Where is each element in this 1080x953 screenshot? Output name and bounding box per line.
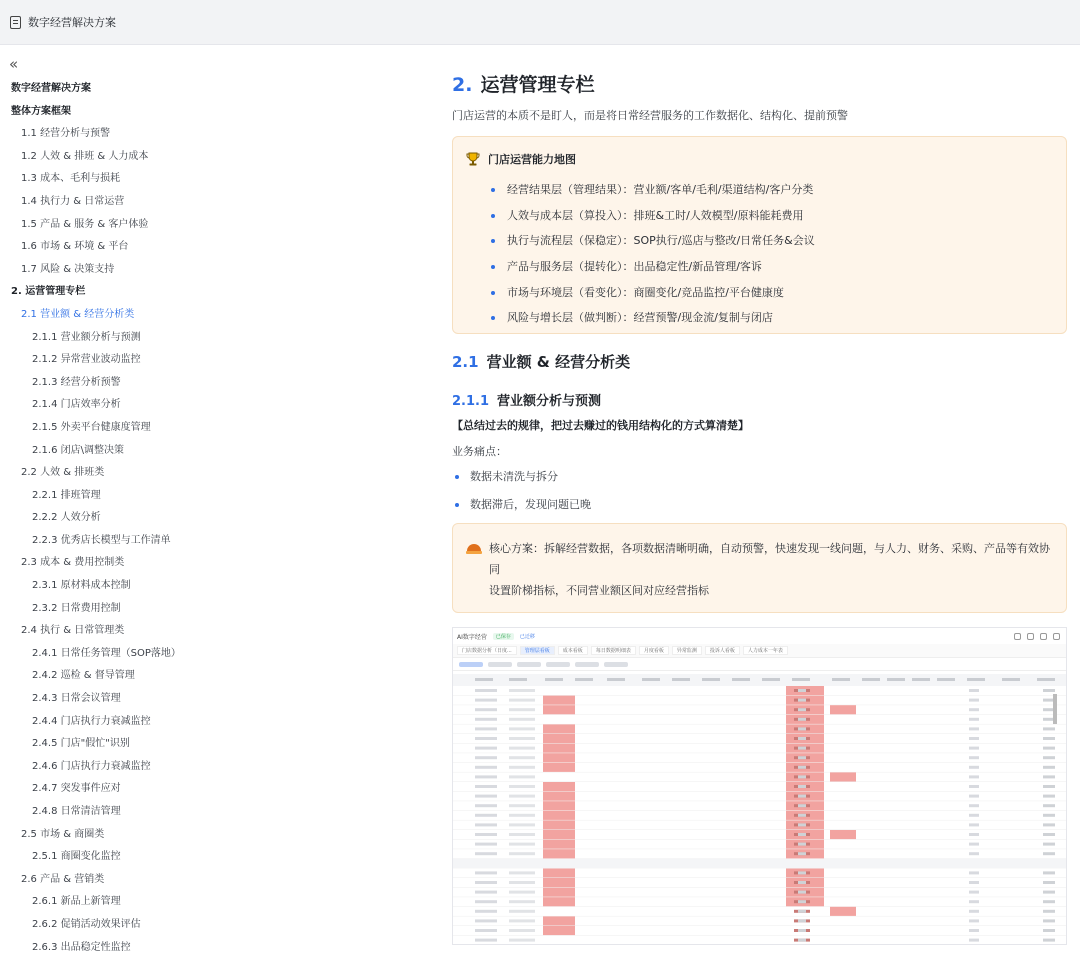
top-bar — [0, 0, 1080, 45]
table-scrollbar — [1053, 694, 1057, 724]
table-highlight-cell — [543, 753, 575, 762]
table-cell-blur — [475, 756, 497, 759]
toc-item[interactable]: 2.2.3 优秀店长模型与工作清单 — [32, 534, 171, 546]
table-cell-blur — [798, 871, 806, 874]
table-cell-blur — [475, 775, 497, 778]
table-cell-blur — [969, 718, 979, 721]
table-cell-blur — [509, 852, 535, 855]
table-cell-blur — [969, 795, 979, 798]
table-cell-blur — [798, 785, 806, 788]
table-highlight-cell — [543, 782, 575, 791]
table-cell-blur — [1043, 891, 1055, 894]
subsection-number: 2.1.1 — [452, 394, 490, 409]
table-cell-blur — [509, 910, 535, 913]
table-cell-blur — [1043, 766, 1055, 769]
table-cell-blur — [509, 804, 535, 807]
toc-item[interactable]: 1.6 市场 & 环境 & 平台 — [21, 241, 129, 253]
table-cell-blur — [1043, 852, 1055, 855]
table-cell-blur — [969, 737, 979, 740]
table-cell-blur — [798, 843, 806, 846]
screenshot-tab: 成本看板 — [558, 646, 588, 655]
table-cell-blur — [969, 756, 979, 759]
table-cell-blur — [1043, 756, 1055, 759]
table-cell-blur — [475, 919, 497, 922]
table-row-line — [453, 753, 1066, 754]
table-cell-blur — [475, 929, 497, 932]
table-cell-blur — [798, 891, 806, 894]
toc-item[interactable]: 2.4.6 门店执行力衰减监控 — [32, 760, 151, 772]
table-cell-blur — [509, 843, 535, 846]
table-cell-blur — [969, 852, 979, 855]
capability-item: 产品与服务层（提转化）：出品稳定性/新品管理/客诉 — [491, 254, 815, 280]
table-cell-blur — [475, 814, 497, 817]
toc-item[interactable]: 2.4.3 日常会议管理 — [32, 693, 121, 705]
table-row-line — [453, 858, 1066, 859]
toc-item[interactable]: 2.5.1 商圈变化监控 — [32, 851, 121, 863]
table-cell-blur — [798, 699, 806, 702]
table-cell-blur — [475, 843, 497, 846]
table-header-cell — [607, 678, 625, 681]
table-highlight-cell — [543, 916, 575, 925]
table-cell-blur — [969, 775, 979, 778]
table-cell-blur — [969, 727, 979, 730]
capability-item: 经营结果层（管理结果）：营业额/客单/毛利/渠道结构/客户分类 — [491, 177, 815, 203]
table-cell-blur — [969, 919, 979, 922]
table-header-cell — [887, 678, 905, 681]
table-row-line — [453, 820, 1066, 821]
core-solution-text: 核心方案：拆解经营数据，各项数据清晰明确，自动预警，快速发现一线问题，与人力、财务、采购、产品等有效协同 — [489, 542, 1050, 576]
toc-item[interactable]: 数字经营解决方案 — [11, 83, 91, 94]
table-cell-blur — [509, 689, 535, 692]
table-cell-blur — [1043, 814, 1055, 817]
table-cell-blur — [798, 708, 806, 711]
table-row-line — [453, 906, 1066, 907]
table-cell-blur — [1043, 775, 1055, 778]
table-cell-blur — [509, 785, 535, 788]
toc-item[interactable]: 2.1.1 营业额分析与预测 — [32, 331, 141, 343]
table-cell-blur — [1043, 823, 1055, 826]
table-cell-blur — [969, 929, 979, 932]
table-cell-blur — [1043, 804, 1055, 807]
table-header-cell — [702, 678, 720, 681]
toc-item[interactable]: 2.1.6 闭店\调整决策 — [32, 444, 124, 456]
toc-item[interactable]: 2.2 人效 & 排班类 — [21, 467, 105, 479]
toc-item[interactable]: 2.6.1 新品上新管理 — [32, 896, 121, 908]
table-cell-blur — [509, 814, 535, 817]
table-header-cell — [545, 678, 563, 681]
toc-item[interactable]: 2.1 营业额 & 经营分析类 — [21, 308, 135, 320]
table-cell-blur — [1043, 871, 1055, 874]
table-row-line — [453, 887, 1066, 888]
toc-item[interactable]: 2.2.2 人效分析 — [32, 512, 101, 524]
table-row-line — [453, 935, 1066, 936]
table-header-cell — [732, 678, 750, 681]
table-cell-blur — [969, 708, 979, 711]
table-cell-blur — [509, 756, 535, 759]
screenshot-tab: 月度看板 — [639, 646, 669, 655]
screenshot-tag2: 已迁移 — [519, 633, 535, 640]
table-row-line — [453, 714, 1066, 715]
table-cell-blur — [1043, 919, 1055, 922]
table-cell-blur — [475, 804, 497, 807]
table-highlight-cell — [543, 734, 575, 743]
table-cell-blur — [1043, 785, 1055, 788]
table-cell-blur — [969, 747, 979, 750]
table-cell-blur — [969, 833, 979, 836]
table-cell-blur — [969, 871, 979, 874]
table-cell-blur — [798, 756, 806, 759]
table-cell-blur — [475, 795, 497, 798]
table-cell-blur — [798, 727, 806, 730]
table-header-cell — [832, 678, 850, 681]
table-highlight-cell — [543, 792, 575, 801]
table-cell-blur — [475, 852, 497, 855]
table-cell-blur — [798, 737, 806, 740]
screenshot-tab: 每日数据明细表 — [591, 646, 636, 655]
table-cell-blur — [509, 737, 535, 740]
toc-item[interactable]: 1.7 风险 & 决策支持 — [21, 263, 115, 275]
table-highlight-cell — [543, 849, 575, 858]
table-cell-blur — [509, 795, 535, 798]
intro-text: 门店运营的本质不是盯人，而是将日常经营服务的工作数据化、结构化、提前预警 — [452, 109, 848, 122]
table-header-cell — [475, 678, 493, 681]
table-cell-blur — [798, 795, 806, 798]
toc-item[interactable]: 2.5 市场 & 商圈类 — [21, 828, 105, 840]
section-heading — [452, 351, 630, 372]
table-cell-blur — [509, 833, 535, 836]
table-cell-blur — [475, 785, 497, 788]
toc-item[interactable]: 2.3.1 原材料成本控制 — [32, 580, 131, 592]
table-cell-blur — [969, 699, 979, 702]
toc-item[interactable]: 2.6 产品 & 营销类 — [21, 873, 105, 885]
table-highlight-cell — [543, 696, 575, 705]
table-cell-blur — [475, 737, 497, 740]
capability-list — [491, 177, 815, 331]
table-cell-blur — [475, 881, 497, 884]
toc-item[interactable]: 2.4 执行 & 日常管理类 — [21, 625, 125, 637]
toc-item[interactable]: 2.1.4 门店效率分析 — [32, 399, 121, 411]
table-highlight-cell — [543, 830, 575, 839]
table-row-line — [453, 926, 1066, 927]
table-cell-blur — [969, 891, 979, 894]
section-text: 营业额 & 经营分析类 — [486, 353, 631, 371]
table-cell-blur — [798, 881, 806, 884]
table-cell-blur — [969, 766, 979, 769]
table-row-line — [453, 724, 1066, 725]
table-cell-blur — [1043, 881, 1055, 884]
toc-item[interactable]: 2. 运营管理专栏 — [11, 286, 86, 298]
table-cell-blur — [798, 814, 806, 817]
table-cell-blur — [798, 718, 806, 721]
table-cell-blur — [509, 747, 535, 750]
table-header-cell — [862, 678, 880, 681]
table-cell-blur — [475, 823, 497, 826]
table-row-line — [453, 734, 1066, 735]
table-cell-blur — [1043, 795, 1055, 798]
table-highlight-cell — [543, 744, 575, 753]
table-cell-blur — [798, 804, 806, 807]
table-row-line — [453, 878, 1066, 879]
table-cell-blur — [509, 881, 535, 884]
table-cell-blur — [798, 900, 806, 903]
table-cell-blur — [475, 910, 497, 913]
table-cell-blur — [509, 871, 535, 874]
table-cell-blur — [1043, 689, 1055, 692]
callout-title: 门店运营能力地图 — [488, 153, 576, 166]
toc-item[interactable]: 1.2 人效 & 排班 & 人力成本 — [21, 150, 149, 162]
table-cell-blur — [969, 785, 979, 788]
toc-item[interactable]: 1.5 产品 & 服务 & 客户体验 — [21, 218, 149, 230]
table-cell-blur — [798, 852, 806, 855]
core-icon — [464, 538, 484, 558]
table-cell-blur — [475, 833, 497, 836]
table-cell-blur — [798, 747, 806, 750]
table-row-line — [453, 791, 1066, 792]
table-header-cell — [792, 678, 810, 681]
document-icon — [10, 16, 21, 29]
screenshot-tag: 已保存 — [493, 633, 514, 640]
toc-item[interactable]: 2.6.2 促销活动效果评估 — [32, 918, 141, 930]
table-cell-blur — [475, 891, 497, 894]
table-cell-blur — [798, 775, 806, 778]
pain-points-list — [452, 463, 591, 519]
page-heading — [452, 70, 594, 97]
table-cell-blur — [1043, 727, 1055, 730]
section-number: 2.1 — [452, 353, 479, 371]
table-cell-blur — [509, 766, 535, 769]
table-cell-blur — [475, 939, 497, 942]
toc-item[interactable]: 1.3 成本、毛利与损耗 — [21, 173, 121, 185]
table-cell-blur — [475, 718, 497, 721]
toc-item[interactable]: 2.1.5 外卖平台健康度管理 — [32, 421, 151, 433]
table-cell-blur — [475, 708, 497, 711]
table-cell-blur — [1043, 910, 1055, 913]
screenshot-tab: 投诉人看板 — [705, 646, 740, 655]
table-highlight-cell — [543, 897, 575, 906]
table-cell-blur — [509, 727, 535, 730]
capability-item: 风险与增长层（做判断）：经营预警/现金流/复制与闭店 — [491, 305, 815, 331]
capability-item: 执行与流程层（保稳定）：SOP执行/巡店与整改/日常任务&会议 — [491, 228, 815, 254]
document-title: 数字经营解决方案 — [28, 16, 116, 29]
table-highlight-cell — [543, 878, 575, 887]
table-cell-blur — [475, 727, 497, 730]
table-header-cell — [912, 678, 930, 681]
screenshot-table — [453, 674, 1066, 944]
table-header-cell — [642, 678, 660, 681]
table-cell-blur — [1043, 737, 1055, 740]
table-header-cell — [575, 678, 593, 681]
table-row-line — [453, 801, 1066, 802]
table-row-line — [453, 743, 1066, 744]
table-row-line — [453, 772, 1066, 773]
table-highlight-cell — [830, 830, 856, 839]
table-highlight-cell — [543, 801, 575, 810]
table-highlight-cell — [830, 907, 856, 916]
screenshot-tabs — [453, 644, 1066, 658]
screenshot-tab: 人力成本一年表 — [743, 646, 788, 655]
table-cell-blur — [475, 871, 497, 874]
screenshot-app-title: AI数字经营 — [457, 633, 487, 641]
table-highlight-cell — [830, 772, 856, 781]
table-cell-blur — [1043, 939, 1055, 942]
table-row-line — [453, 695, 1066, 696]
table-cell-blur — [1043, 900, 1055, 903]
table-cell-blur — [798, 939, 806, 942]
toc-item[interactable]: 2.2.1 排班管理 — [32, 489, 101, 501]
capability-item: 人效与成本层（算投入）：排班&工时/人效模型/原料能耗费用 — [491, 203, 815, 229]
screenshot-header — [453, 628, 1066, 644]
toc-item[interactable]: 1.1 经营分析与预警 — [21, 128, 111, 140]
table-cell-blur — [1043, 747, 1055, 750]
toc-item[interactable]: 2.4.8 日常清洁管理 — [32, 806, 121, 817]
table-cell-blur — [1043, 929, 1055, 932]
table-header-cell — [762, 678, 780, 681]
collapse-sidebar-icon[interactable]: « — [9, 55, 19, 73]
screenshot-tab: 异常监测 — [672, 646, 702, 655]
toc-item[interactable]: 整体方案框架 — [11, 105, 71, 117]
table-cell-blur — [798, 929, 806, 932]
table-cell-blur — [969, 910, 979, 913]
table-row-line — [453, 762, 1066, 763]
table-cell-blur — [798, 833, 806, 836]
toc-item[interactable]: 2.4.2 巡检 & 督导管理 — [32, 670, 135, 682]
core-solution-callout — [452, 523, 1067, 613]
trophy-icon — [465, 151, 481, 167]
table-cell-blur — [509, 929, 535, 932]
table-highlight-cell — [543, 705, 575, 714]
summary-line: 【总结过去的规律，把过去赚过的钱用结构化的方式算清楚】 — [452, 419, 749, 432]
table-highlight-cell — [830, 705, 856, 714]
table-cell-blur — [509, 939, 535, 942]
heading-text: 运营管理专栏 — [480, 74, 595, 96]
toc-item[interactable]: 2.3.2 日常费用控制 — [32, 602, 121, 614]
table-cell-blur — [475, 689, 497, 692]
blurred-data-table — [453, 674, 1066, 944]
toc-item[interactable]: 2.4.7 突发事件应对 — [32, 783, 121, 795]
table-cell-blur — [798, 766, 806, 769]
table-cell-blur — [969, 814, 979, 817]
toc-list — [0, 78, 200, 953]
table-highlight-cell — [543, 868, 575, 877]
table-row-line — [453, 849, 1066, 850]
table-cell-blur — [509, 900, 535, 903]
table-highlight-cell — [543, 820, 575, 829]
sidebar-toc — [0, 45, 200, 953]
table-cell-blur — [969, 804, 979, 807]
table-highlight-cell — [543, 724, 575, 733]
subsection-text: 营业额分析与预测 — [497, 394, 602, 409]
toc-item[interactable]: 2.1.2 异常营业波动监控 — [32, 354, 141, 366]
table-cell-blur — [798, 689, 806, 692]
table-cell-blur — [969, 900, 979, 903]
table-cell-blur — [475, 900, 497, 903]
table-highlight-cell — [543, 888, 575, 897]
table-header-cell — [937, 678, 955, 681]
table-header-cell — [967, 678, 985, 681]
core-solution-sub: 设置阶梯指标，不同营业额区间对应经营指标 — [489, 584, 709, 597]
pain-points-label: 业务痛点： — [452, 445, 507, 458]
table-row-line — [453, 810, 1066, 811]
table-cell-blur — [969, 843, 979, 846]
table-cell-blur — [969, 823, 979, 826]
screenshot-tab: 管理层看板 — [520, 646, 555, 655]
table-cell-blur — [475, 747, 497, 750]
table-header-cell — [672, 678, 690, 681]
table-row-line — [453, 705, 1066, 706]
table-highlight-cell — [543, 926, 575, 935]
table-row-line — [453, 782, 1066, 783]
screenshot-toolbar — [453, 658, 1066, 671]
table-cell-blur — [475, 699, 497, 702]
dashboard-screenshot — [452, 627, 1067, 945]
pain-point-item: 数据未清洗与拆分 — [452, 463, 591, 491]
screenshot-toolbar-icons — [1014, 633, 1066, 640]
table-cell-blur — [509, 823, 535, 826]
table-highlight-cell — [543, 840, 575, 849]
table-cell-blur — [475, 766, 497, 769]
table-row-line — [453, 897, 1066, 898]
capability-item: 市场与环境层（看变化）：商圈变化/竞品监控/平台健康度 — [491, 280, 815, 306]
toc-item[interactable]: 2.1.3 经营分析预警 — [32, 376, 121, 388]
table-cell-blur — [509, 708, 535, 711]
table-cell-blur — [509, 699, 535, 702]
table-highlight-cell — [543, 763, 575, 772]
table-cell-blur — [509, 891, 535, 894]
table-hover-row — [453, 859, 1066, 869]
capability-map-callout — [452, 136, 1067, 334]
table-cell-blur — [1043, 833, 1055, 836]
table-cell-blur — [509, 775, 535, 778]
table-row-line — [453, 916, 1066, 917]
screenshot-tab: 门店数据分析（日度... — [457, 646, 517, 655]
table-row-line — [453, 830, 1066, 831]
table-cell-blur — [798, 823, 806, 826]
table-header-cell — [509, 678, 527, 681]
toc-item[interactable]: 2.4.4 门店执行力衰减监控 — [32, 715, 151, 727]
table-cell-blur — [969, 939, 979, 942]
pain-point-item: 数据滞后，发现问题已晚 — [452, 491, 591, 519]
table-cell-blur — [1043, 843, 1055, 846]
toc-item[interactable]: 2.4.5 门店"假忙"识别 — [32, 738, 130, 750]
table-cell-blur — [509, 718, 535, 721]
subsection-heading — [452, 390, 601, 409]
toc-item[interactable]: 1.4 执行力 & 日常运营 — [21, 195, 125, 207]
table-cell-blur — [969, 881, 979, 884]
callout-header — [465, 151, 576, 167]
table-cell-blur — [798, 910, 806, 913]
table-row-line — [453, 839, 1066, 840]
toc-item[interactable]: 2.6.3 出品稳定性监控 — [32, 941, 131, 953]
table-header-cell — [1002, 678, 1020, 681]
table-cell-blur — [969, 689, 979, 692]
toc-item[interactable]: 2.3 成本 & 费用控制类 — [21, 557, 125, 569]
heading-number: 2. — [452, 74, 473, 96]
toc-item[interactable]: 2.4.1 日常任务管理（SOP落地） — [32, 647, 181, 659]
table-header-cell — [1037, 678, 1055, 681]
table-cell-blur — [509, 919, 535, 922]
table-cell-blur — [798, 919, 806, 922]
table-highlight-cell — [543, 811, 575, 820]
